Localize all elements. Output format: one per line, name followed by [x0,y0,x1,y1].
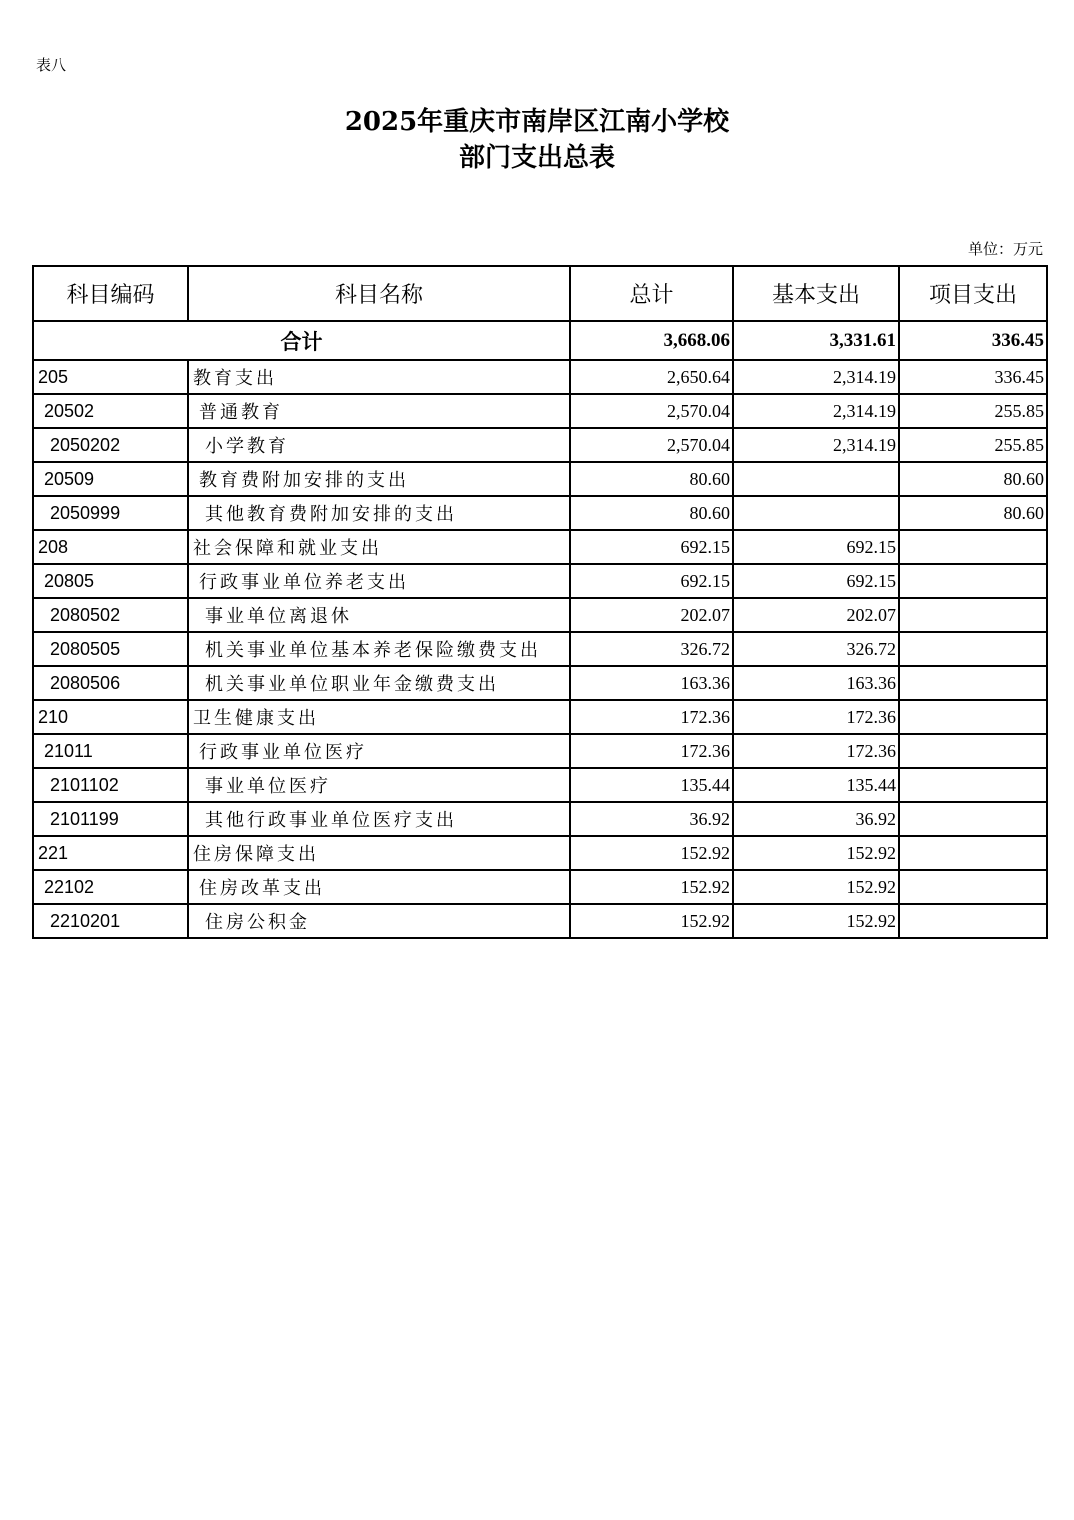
row-total: 692.15 [570,564,733,598]
row-total: 2,570.04 [570,394,733,428]
row-name: 普通教育 [188,394,570,428]
table-header-row [33,266,1047,321]
row-basic: 202.07 [733,598,899,632]
row-code: 2050999 [33,496,188,530]
row-project [899,530,1047,564]
row-name: 事业单位医疗 [188,768,570,802]
row-basic: 152.92 [733,836,899,870]
total-total: 3,668.06 [570,321,733,360]
row-total: 80.60 [570,496,733,530]
table-number-label: 表八 [36,56,67,74]
header-total: 总计 [570,266,733,321]
row-project [899,836,1047,870]
row-total: 152.92 [570,870,733,904]
row-code: 2101102 [33,768,188,802]
row-basic: 152.92 [733,904,899,938]
row-total: 692.15 [570,530,733,564]
row-name: 行政事业单位养老支出 [188,564,570,598]
row-basic: 172.36 [733,700,899,734]
row-total: 163.36 [570,666,733,700]
row-code: 22102 [33,870,188,904]
row-code: 20805 [33,564,188,598]
row-total: 172.36 [570,700,733,734]
row-name: 机关事业单位基本养老保险缴费支出 [188,632,570,666]
row-name: 机关事业单位职业年金缴费支出 [188,666,570,700]
row-name: 住房改革支出 [188,870,570,904]
row-project [899,700,1047,734]
row-basic: 152.92 [733,870,899,904]
table-row [33,462,1047,496]
row-code: 2050202 [33,428,188,462]
row-total: 135.44 [570,768,733,802]
row-total: 36.92 [570,802,733,836]
row-name: 教育费附加安排的支出 [188,462,570,496]
row-total: 152.92 [570,904,733,938]
row-project [899,870,1047,904]
row-project: 255.85 [899,428,1047,462]
total-label: 合计 [33,321,570,360]
row-total: 202.07 [570,598,733,632]
document-subtitle: 部门支出总表 [458,143,615,173]
table-row [33,734,1047,768]
header-basic: 基本支出 [733,266,899,321]
row-name: 社会保障和就业支出 [188,530,570,564]
row-basic: 2,314.19 [733,428,899,462]
row-name: 小学教育 [188,428,570,462]
row-code: 205 [33,360,188,394]
row-basic [733,462,899,496]
total-row [33,321,1047,360]
table-row [33,870,1047,904]
row-project [899,904,1047,938]
table-row [33,496,1047,530]
row-code: 221 [33,836,188,870]
row-project [899,734,1047,768]
table-row [33,360,1047,394]
row-name: 住房保障支出 [188,836,570,870]
row-project [899,632,1047,666]
row-project: 336.45 [899,360,1047,394]
table-row [33,530,1047,564]
header-name: 科目名称 [188,266,570,321]
expenditure-table [32,265,1048,939]
table-row [33,836,1047,870]
row-basic: 135.44 [733,768,899,802]
row-basic: 692.15 [733,530,899,564]
row-basic: 36.92 [733,802,899,836]
row-code: 20509 [33,462,188,496]
table-row [33,904,1047,938]
row-name: 住房公积金 [188,904,570,938]
row-project: 255.85 [899,394,1047,428]
row-project [899,768,1047,802]
row-code: 2080506 [33,666,188,700]
row-code: 2210201 [33,904,188,938]
unit-label: 单位：万元 [967,240,1043,258]
row-name: 教育支出 [188,360,570,394]
row-basic [733,496,899,530]
total-basic: 3,331.61 [733,321,899,360]
row-basic: 172.36 [733,734,899,768]
table-row [33,564,1047,598]
row-code: 2080502 [33,598,188,632]
row-name: 卫生健康支出 [188,700,570,734]
header-code: 科目编码 [33,266,188,321]
row-total: 152.92 [570,836,733,870]
row-basic: 326.72 [733,632,899,666]
row-total: 2,570.04 [570,428,733,462]
row-total: 80.60 [570,462,733,496]
row-name: 事业单位离退休 [188,598,570,632]
document-title: 2025年重庆市南岸区江南小学校 [344,107,730,137]
row-project [899,598,1047,632]
row-basic: 692.15 [733,564,899,598]
row-project [899,564,1047,598]
row-project [899,802,1047,836]
row-project [899,666,1047,700]
row-basic: 163.36 [733,666,899,700]
row-code: 21011 [33,734,188,768]
table-row [33,598,1047,632]
table-row [33,700,1047,734]
row-total: 2,650.64 [570,360,733,394]
row-code: 2080505 [33,632,188,666]
table-row [33,768,1047,802]
row-basic: 2,314.19 [733,394,899,428]
row-name: 行政事业单位医疗 [188,734,570,768]
row-total: 326.72 [570,632,733,666]
table-row [33,802,1047,836]
table-row [33,428,1047,462]
row-code: 2101199 [33,802,188,836]
row-name: 其他教育费附加安排的支出 [188,496,570,530]
row-code: 208 [33,530,188,564]
row-basic: 2,314.19 [733,360,899,394]
header-project: 项目支出 [899,266,1047,321]
row-name: 其他行政事业单位医疗支出 [188,802,570,836]
row-project: 80.60 [899,496,1047,530]
table-row [33,632,1047,666]
table-row [33,394,1047,428]
row-code: 210 [33,700,188,734]
row-total: 172.36 [570,734,733,768]
row-project: 80.60 [899,462,1047,496]
total-project: 336.45 [899,321,1047,360]
table-row [33,666,1047,700]
row-code: 20502 [33,394,188,428]
